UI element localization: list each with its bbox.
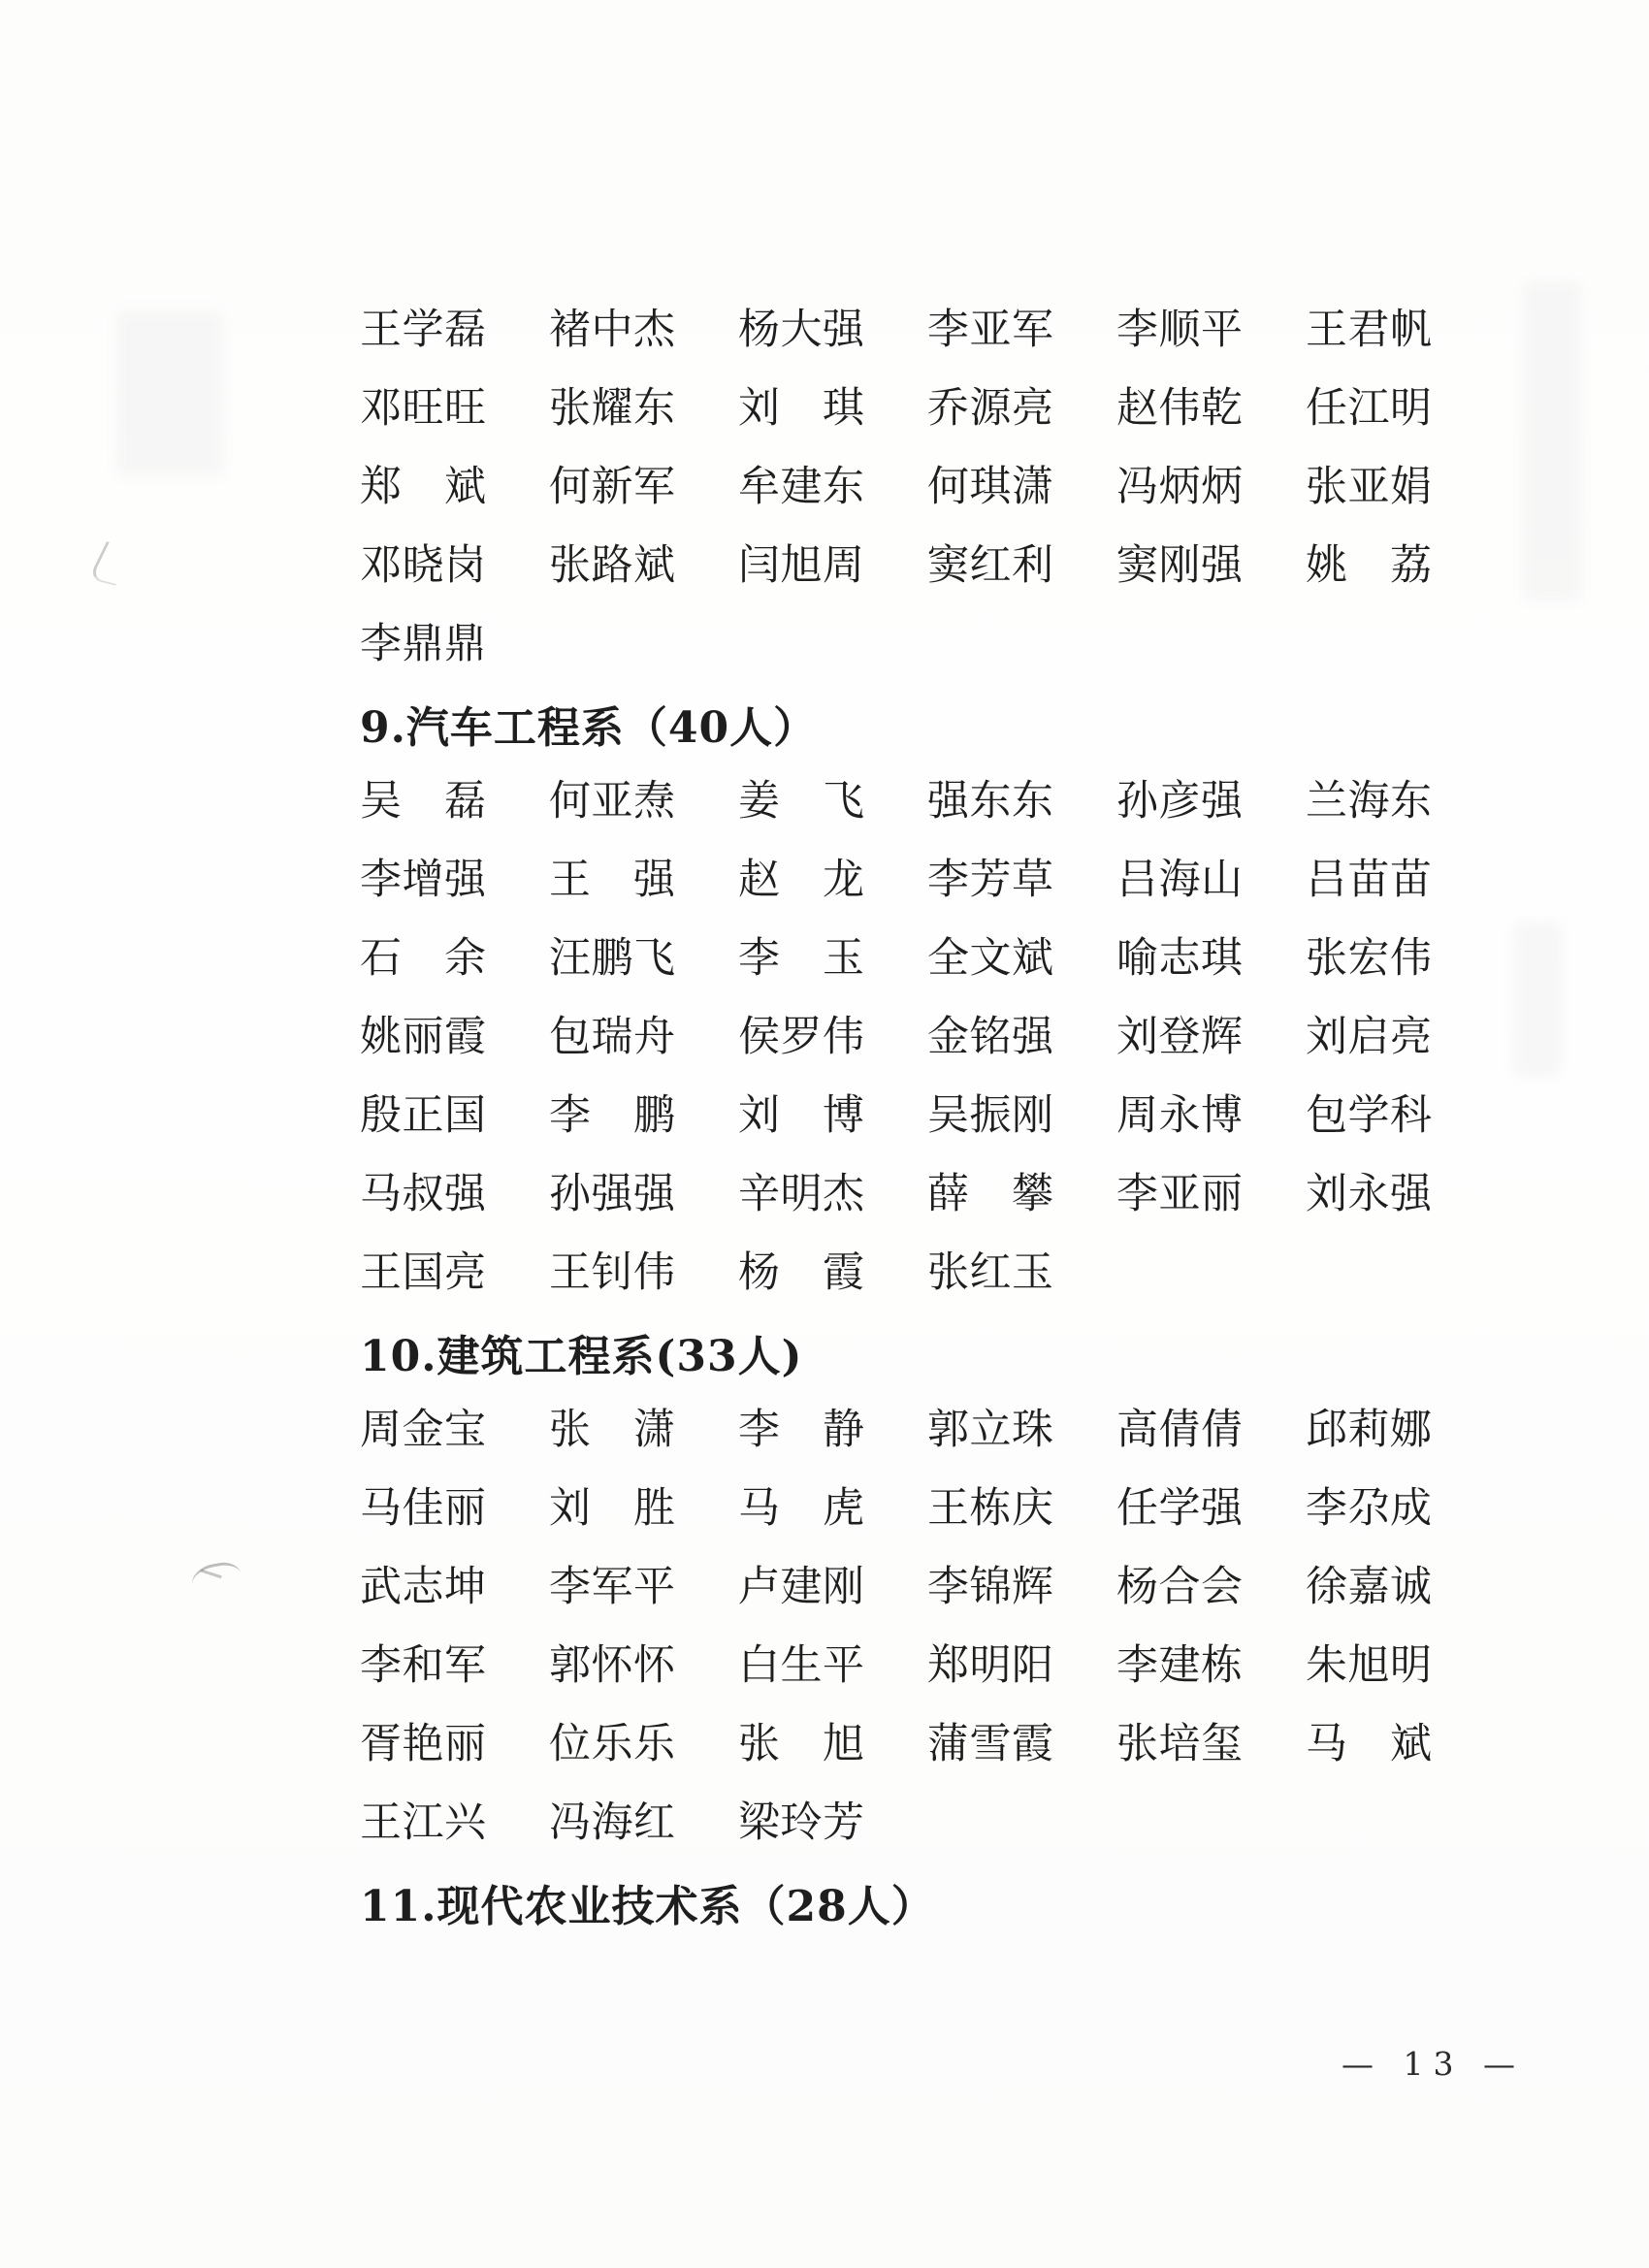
person-name: 窦 红 利 [927,541,1053,590]
person-name: 赵 伟 乾 [1116,384,1243,433]
person-name: 姜 飞 [738,777,864,826]
name-row [360,1470,1504,1548]
name-row [360,920,1504,998]
person-name: 邓 晓 岗 [360,541,486,590]
person-name: 李 锦 辉 [927,1563,1053,1611]
person-name: 任 学 强 [1116,1484,1243,1533]
person-name: 刘 博 [738,1091,864,1140]
person-name: 牟 建 东 [738,463,864,511]
person-name: 蒲 雪 霞 [927,1720,1053,1768]
person-name: 兰 海 东 [1306,777,1432,826]
name-row [360,1077,1504,1155]
person-name: 乔 源 亮 [927,384,1053,433]
person-name: 周 金 宝 [360,1406,486,1454]
person-name: 刘 启 亮 [1306,1013,1432,1061]
name-row [360,291,1504,370]
person-name: 汪 鹏 飞 [549,934,675,983]
person-name: 李 芳 草 [927,856,1053,904]
person-name: 任 江 明 [1306,384,1432,433]
scan-smudge [1513,922,1562,1077]
name-row [360,527,1504,605]
name-list [360,291,1504,1941]
person-name: 马 佳 丽 [360,1484,486,1533]
person-name: 全 文 斌 [927,934,1053,983]
person-name: 何 琪 潇 [927,463,1053,511]
person-name: 郭 立 珠 [927,1406,1053,1454]
person-name: 李 亚 丽 [1116,1170,1243,1218]
name-row [360,1234,1504,1312]
person-name: 梁 玲 芳 [738,1798,864,1847]
person-name: 张 宏 伟 [1306,934,1432,983]
name-row [360,1705,1504,1784]
person-name: 冯 海 红 [549,1798,675,1847]
person-name: 强 东 东 [927,777,1053,826]
scan-smudge [1523,281,1581,601]
person-name: 李 鹏 [549,1091,675,1140]
person-name: 朱 旭 明 [1306,1641,1432,1690]
person-name: 孙 强 强 [549,1170,675,1218]
name-row [360,605,1504,684]
person-name: 邱 莉 娜 [1306,1406,1432,1454]
person-name: 李 军 平 [549,1563,675,1611]
person-name: 王 钊 伟 [549,1248,675,1297]
person-name: 孙 彦 强 [1116,777,1243,826]
person-name: 吕 海 山 [1116,856,1243,904]
person-name: 李 和 军 [360,1641,486,1690]
person-name: 石 余 [360,934,486,983]
person-name: 王 君 帆 [1306,306,1432,354]
name-row [360,1155,1504,1234]
person-name: 郑 斌 [360,463,486,511]
person-name: 包 瑞 舟 [549,1013,675,1061]
person-name: 张 路 斌 [549,541,675,590]
person-name: 李 鼎 鼎 [360,620,486,668]
name-row [360,1627,1504,1705]
section-heading: 10.建筑工程系(33人) [360,1331,803,1381]
person-name: 李 顺 平 [1116,306,1243,354]
person-name: 王 国 亮 [360,1248,486,1297]
person-name: 刘 胜 [549,1484,675,1533]
person-name: 张 旭 [738,1720,864,1768]
person-name: 李 玉 [738,934,864,983]
person-name: 喻 志 琪 [1116,934,1243,983]
person-name: 李 增 强 [360,856,486,904]
name-row [360,841,1504,920]
section-heading: 11.现代农业技术系（28人） [360,1881,935,1931]
person-name: 白 生 平 [738,1641,864,1690]
person-name: 闫 旭 周 [738,541,864,590]
person-name: 姚 丽 霞 [360,1013,486,1061]
name-row [360,1784,1504,1863]
person-name: 高 倩 倩 [1116,1406,1243,1454]
person-name: 张 耀 东 [549,384,675,433]
person-name: 马 叔 强 [360,1170,486,1218]
person-name: 褚 中 杰 [549,306,675,354]
person-name: 侯 罗 伟 [738,1013,864,1061]
person-name: 王 强 [549,856,675,904]
person-name: 马 斌 [1306,1720,1432,1768]
person-name: 薛 攀 [927,1170,1053,1218]
name-row [360,1548,1504,1627]
name-row [360,998,1504,1077]
person-name: 包 学 科 [1306,1091,1432,1140]
person-name: 赵 龙 [738,856,864,904]
name-row [360,1391,1504,1470]
person-name: 位 乐 乐 [549,1720,675,1768]
section-heading: 9.汽车工程系（40人） [360,702,818,753]
name-row [360,762,1504,841]
person-name: 刘 永 强 [1306,1170,1432,1218]
person-name: 李 建 栋 [1116,1641,1243,1690]
person-name: 张 潇 [549,1406,675,1454]
person-name: 张 红 玉 [927,1248,1053,1297]
person-name: 王 江 兴 [360,1798,486,1847]
person-name: 姚 荔 [1306,541,1432,590]
scan-artifact [88,541,134,586]
person-name: 窦 刚 强 [1116,541,1243,590]
person-name: 吕 苗 苗 [1306,856,1432,904]
person-name: 马 虎 [738,1484,864,1533]
name-row [360,448,1504,527]
person-name: 周 永 博 [1116,1091,1243,1140]
person-name: 杨 霞 [738,1248,864,1297]
person-name: 王 栋 庆 [927,1484,1053,1533]
person-name: 何 亚 焘 [549,777,675,826]
person-name: 郭 怀 怀 [549,1641,675,1690]
person-name: 殷 正 国 [360,1091,486,1140]
person-name: 郑 明 阳 [927,1641,1053,1690]
person-name: 李 亚 军 [927,306,1053,354]
person-name: 金 铭 强 [927,1013,1053,1061]
person-name: 张 亚 娟 [1306,463,1432,511]
person-name: 武 志 坤 [360,1563,486,1611]
person-name: 刘 登 辉 [1116,1013,1243,1061]
person-name: 李 尕 成 [1306,1484,1432,1533]
person-name: 李 静 [738,1406,864,1454]
person-name: 卢 建 刚 [738,1563,864,1611]
person-name: 邓 旺 旺 [360,384,486,433]
person-name: 辛 明 杰 [738,1170,864,1218]
scan-artifact [189,1560,242,1587]
person-name: 杨 大 强 [738,306,864,354]
person-name: 何 新 军 [549,463,675,511]
person-name: 张 培 玺 [1116,1720,1243,1768]
person-name: 吴 振 刚 [927,1091,1053,1140]
name-row [360,370,1504,448]
person-name: 刘 琪 [738,384,864,433]
person-name: 杨 合 会 [1116,1563,1243,1611]
person-name: 胥 艳 丽 [360,1720,486,1768]
person-name: 冯 炳 炳 [1116,463,1243,511]
page-number: — 13 — [1342,2045,1525,2083]
person-name: 王 学 磊 [360,306,486,354]
person-name: 吴 磊 [360,777,486,826]
scan-smudge [116,310,223,475]
person-name: 徐 嘉 诚 [1306,1563,1432,1611]
